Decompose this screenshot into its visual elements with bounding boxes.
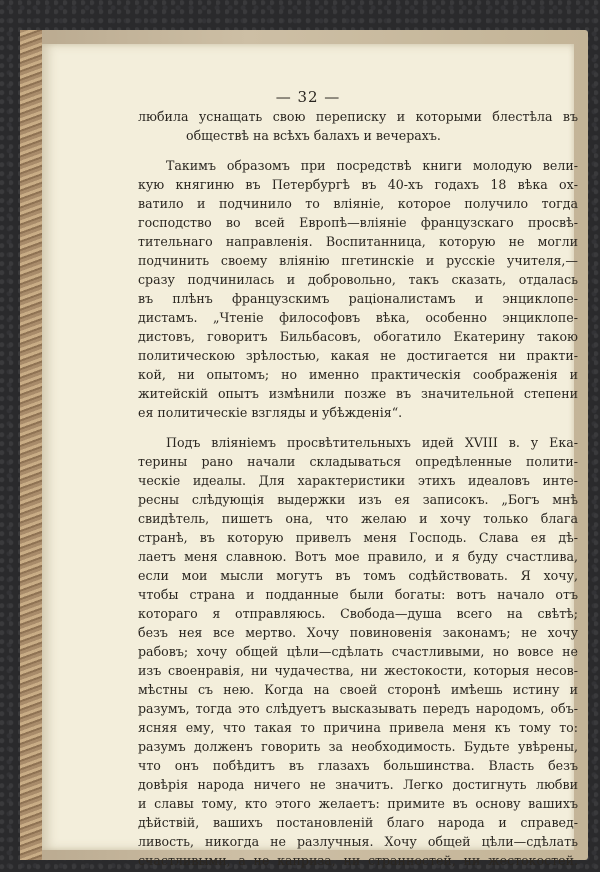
text-line: рабовъ; хочу общей цѣли—сдѣлать счастливыми, но вовсе не [138,644,578,659]
text-line: странѣ, въ которую привелъ меня Господь. Слава ея дѣ- [138,530,578,545]
text-line: сразу подчинилась и добровольно, такъ сказать, отдалась [138,272,578,287]
text-line: чтобы страна и подданные были богаты: вотъ начало отъ [138,587,578,602]
text-line: мѣстны съ нею. Когда на своей сторонѣ имѣешь истину и [138,682,578,697]
text-line: разумъ долженъ говорить за необходимость. Будьте увѣрены, [138,739,578,754]
book-spine [20,30,42,860]
text-line: изъ своенравія, ни чудачества, ни жестокости, которыя несов- [138,663,578,678]
text-line: житейскій опытъ измѣнили позже въ значительной степени [138,386,578,401]
text-line: ясняя ему, что такая то причина привела меня къ тому то: [138,720,578,735]
page-body-text [138,107,578,870]
text-line: Подъ вліяніемъ просвѣтительныхъ идей XVIII в. у Ека- [166,435,578,450]
text-line: ея политическіе взгляды и убѣжденія“. [138,405,403,420]
book-page [42,44,578,868]
text-line: кую княгиню въ Петербургѣ въ 40-хъ годахъ 18 вѣка ох- [138,177,578,192]
text-line: терины рано начали складываться опредѣленные полити- [138,454,578,469]
text-line: въ плѣнъ французскимъ раціоналистамъ и энциклопе- [138,291,578,306]
text-line: свидѣтель, пишетъ она, что желаю и хочу только блага [138,511,578,526]
text-line: разумъ, тогда это слѣдуетъ высказывать передъ народомъ, объ- [138,701,578,716]
text-line: котораго я отправляюсь. Свобода—душа всего на свѣтѣ; [138,606,578,621]
text-line: ватило и подчинило то вліяніе, которое получило тогда [138,196,578,211]
text-line: Такимъ образомъ при посредствѣ книги молодую вели- [166,158,578,173]
text-line: политическою зрѣлостью, какая не достигается ни практи- [138,348,578,363]
text-line: счастливыми, а не каприза, ни странностей, ни жестокостей. [138,853,578,868]
text-line: дистовъ, говоритъ Бильбасовъ, обогатило Екатерину такою [138,329,578,344]
text-line: ресны слѣдующія выдержки изъ ея записокъ. „Богъ мнѣ [138,492,578,507]
text-line: дѣйствій, вашихъ постановленій благо народа и справед- [138,815,578,830]
text-line: подчинить своему вліянію пгетинскіе и русскіе учителя,— [138,253,578,268]
page-number: — 32 — [275,88,341,106]
text-line: тительнаго направленія. Воспитанница, которую не могли [138,234,578,249]
text-line: если мои мысли могутъ въ томъ содѣйствовать. Я хочу, [138,568,578,583]
text-line: ливость, никогда не разлучныя. Хочу общей цѣли—сдѣлать [138,834,578,849]
text-line: лаетъ меня славною. Вотъ мое правило, и я буду счастлива, [138,549,578,564]
text-line: обществѣ на всѣхъ балахъ и вечерахъ. [186,128,441,143]
text-line: довѣрія народа ничего не значитъ. Легко достигнуть любви [138,777,578,792]
text-line: любила уснащать свою переписку и которыми блестѣла въ [138,109,578,124]
text-line: господство во всей Европѣ—вліяніе французскаго просвѣ- [138,215,578,230]
text-line: и славы тому, кто этого желаетъ: примите въ основу вашихъ [138,796,578,811]
text-line: дистамъ. „Чтеніе философовъ вѣка, особенно энциклопе- [138,310,578,325]
text-line: ческіе идеалы. Для характеристики этихъ идеаловъ инте- [138,473,578,488]
text-line: что онъ побѣдитъ въ глазахъ большинства. Власть безъ [138,758,578,773]
text-line: кой, ни опытомъ; но именно практическія соображенія и [138,367,578,382]
text-line: безъ нея все мертво. Хочу повиновенія законамъ; не хочу [138,625,578,640]
